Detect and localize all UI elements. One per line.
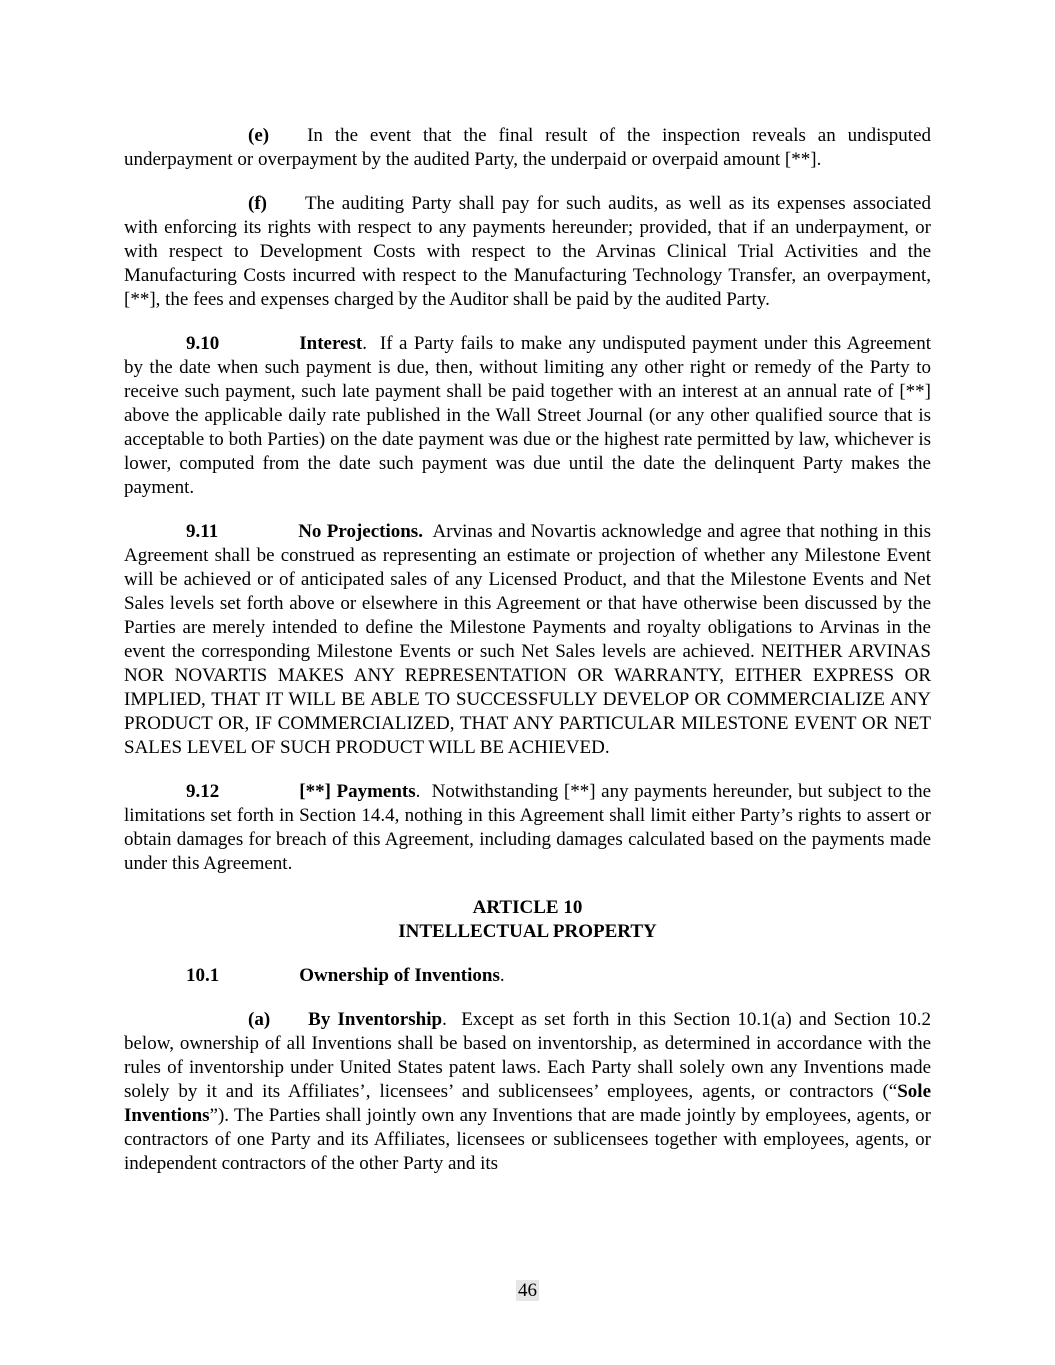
section-9-10: 9.10 Interest. If a Party fails to make any undisputed payment under this Agreement by the date when such payment is due, then, without limiting any other right or remedy of the Party to receive such payment, such late payment shall be paid together with an interest at an annual rate of [**] above the applicable daily rate published in the Wall Street Journal (or any other qualified source that is acceptable to both Parties) on the date payment was due or the highest rate permitted by law, whichever is lower, computed from the date such payment was due until the date the delinquent Party makes the payment.: [124, 333, 931, 498]
paragraph-f: [124, 192, 931, 312]
section-9-11-title: No Projections.: [298, 521, 423, 542]
article-10-number: ARTICLE 10: [472, 897, 583, 918]
article-10-title: INTELLECTUAL PROPERTY: [398, 921, 657, 942]
paragraph-f-text: The auditing Party shall pay for such audits, as well as its expenses associated with enforcing its rights with respect to any payments hereunder; provided, that if an underpayment, or with respect to Development Costs with respect to the Arvinas Clinical Trial Activities and the Manufacturing Costs incurred with respect to the Manufacturing Technology Transfer, an overpayment, [**], the fees and expenses charged by the Auditor shall be paid by the audited Party.: [124, 193, 931, 310]
paragraph-e-label: (e): [248, 125, 270, 146]
section-10-1-title: Ownership of Inventions: [299, 965, 500, 986]
paragraph-f-label: (f): [248, 193, 267, 214]
paragraph-e-text: In the event that the final result of the inspection reveals an undisputed underpayment or overpayment by the audited Party, the underpaid or overpaid amount [**].: [124, 125, 931, 170]
paragraph-10-1-a-text-1: Except as set forth in this Section 10.1(a) and Section 10.2 below, ownership of all Inventions shall be based on inventorship, as determined in accordance with the rules of inventorship under United States patent laws. Each Party shall solely own any Inventions made solely by it and its Affiliates’, licensees’ and sublicensees’ employees, agents, or contractors (“: [124, 1009, 931, 1102]
document-page: [124, 124, 931, 1176]
section-9-12: 9.12 [**] Payments. Notwithstanding [**] any payments hereunder, but subject to the limitations set forth in Section 14.4, nothing in this Agreement shall limit either Party’s rights to assert or obtain damages for breach of this Agreement, including damages calculated based on the payments made under this Agreement.: [124, 781, 932, 874]
section-9-11-text: Arvinas and Novartis acknowledge and agree that nothing in this Agreement shall be construed as representing an estimate or projection of whether any Milestone Event will be achieved or of anticipated sales of any Licensed Product, and that the Milestone Events and Net Sales levels set forth above or elsewhere in this Agreement or that have otherwise been discussed by the Parties are merely intended to define the Milestone Payments and royalty obligations to Arvinas in the event the corresponding Milestone Events or such Net Sales levels are achieved. NEITHER ARVINAS NOR NOVARTIS MAKES ANY REPRESENTATION OR WARRANTY, EITHER EXPRESS OR IMPLIED, THAT IT WILL BE ABLE TO SUCCESSFULLY DEVELOP OR COMMERCIALIZE ANY PRODUCT OR, IF COMMERCIALIZED, THAT ANY PARTICULAR MILESTONE EVENT OR NET SALES LEVEL OF SUCH PRODUCT WILL BE ACHIEVED.: [124, 521, 931, 758]
paragraph-10-1-a: (a) By Inventorship. Except as set forth in this Section 10.1(a) and Section 10.2 below, ownership of all Inventions shall be based on inventorship, as determined in accordance with the rules of inventorship under United States patent laws. Each Party shall solely own any Inventions made solely by it and its Affiliates’, licensees’ and sublicensees’ employees, agents, or contractors (“Sole Inventions”). The Parties shall jointly own any Inventions that are made jointly by employees, agents, or contractors of one Party and its Affiliates, licensees or sublicensees together with employees, agents, or independent contractors of the other Party and its: [124, 1009, 931, 1174]
page-number: 46: [518, 1280, 537, 1301]
section-9-12-title: [**] Payments: [299, 781, 416, 802]
section-9-10-text: If a Party fails to make any undisputed payment under this Agreement by the date when such payment is due, then, without limiting any other right or remedy of the Party to receive such payment, such late payment shall be paid together with an interest at an annual rate of [**] above the applicable daily rate published in the Wall Street Journal (or any other qualified source that is acceptable to both Parties) on the date payment was due or the highest rate permitted by law, whichever is lower, computed from the date such payment was due until the date the delinquent Party makes the payment.: [124, 333, 931, 498]
section-9-10-number: 9.10: [186, 333, 220, 354]
section-9-11-number: 9.11: [186, 521, 219, 542]
defined-term-sole-inventions: Sole Inventions: [124, 1081, 931, 1126]
article-10-heading: [124, 896, 931, 944]
section-9-12-number: 9.12: [186, 781, 220, 802]
paragraph-10-1-a-label: (a): [248, 1009, 271, 1030]
section-9-11: [124, 520, 931, 760]
paragraph-10-1-a-text-2: ”). The Parties shall jointly own any Inventions that are made jointly by employees, agents, or contractors of one Party and its Affiliates, licensees or sublicensees together with employees, agents, or independent contractors of the other Party and its: [124, 1105, 931, 1174]
section-10-1: 10.1 Ownership of Inventions.: [186, 965, 505, 986]
section-9-10-title: Interest: [299, 333, 363, 354]
section-10-1-number: 10.1: [186, 965, 220, 986]
section-9-12-text: Notwithstanding [**] any payments hereunder, but subject to the limitations set forth in Section 14.4, nothing in this Agreement shall limit either Party’s rights to assert or obtain damages for breach of this Agreement, including damages calculated based on the payments made under this Agreement.: [124, 781, 932, 874]
paragraph-e: [124, 124, 931, 172]
paragraph-10-1-a-title: By Inventorship: [308, 1009, 443, 1030]
